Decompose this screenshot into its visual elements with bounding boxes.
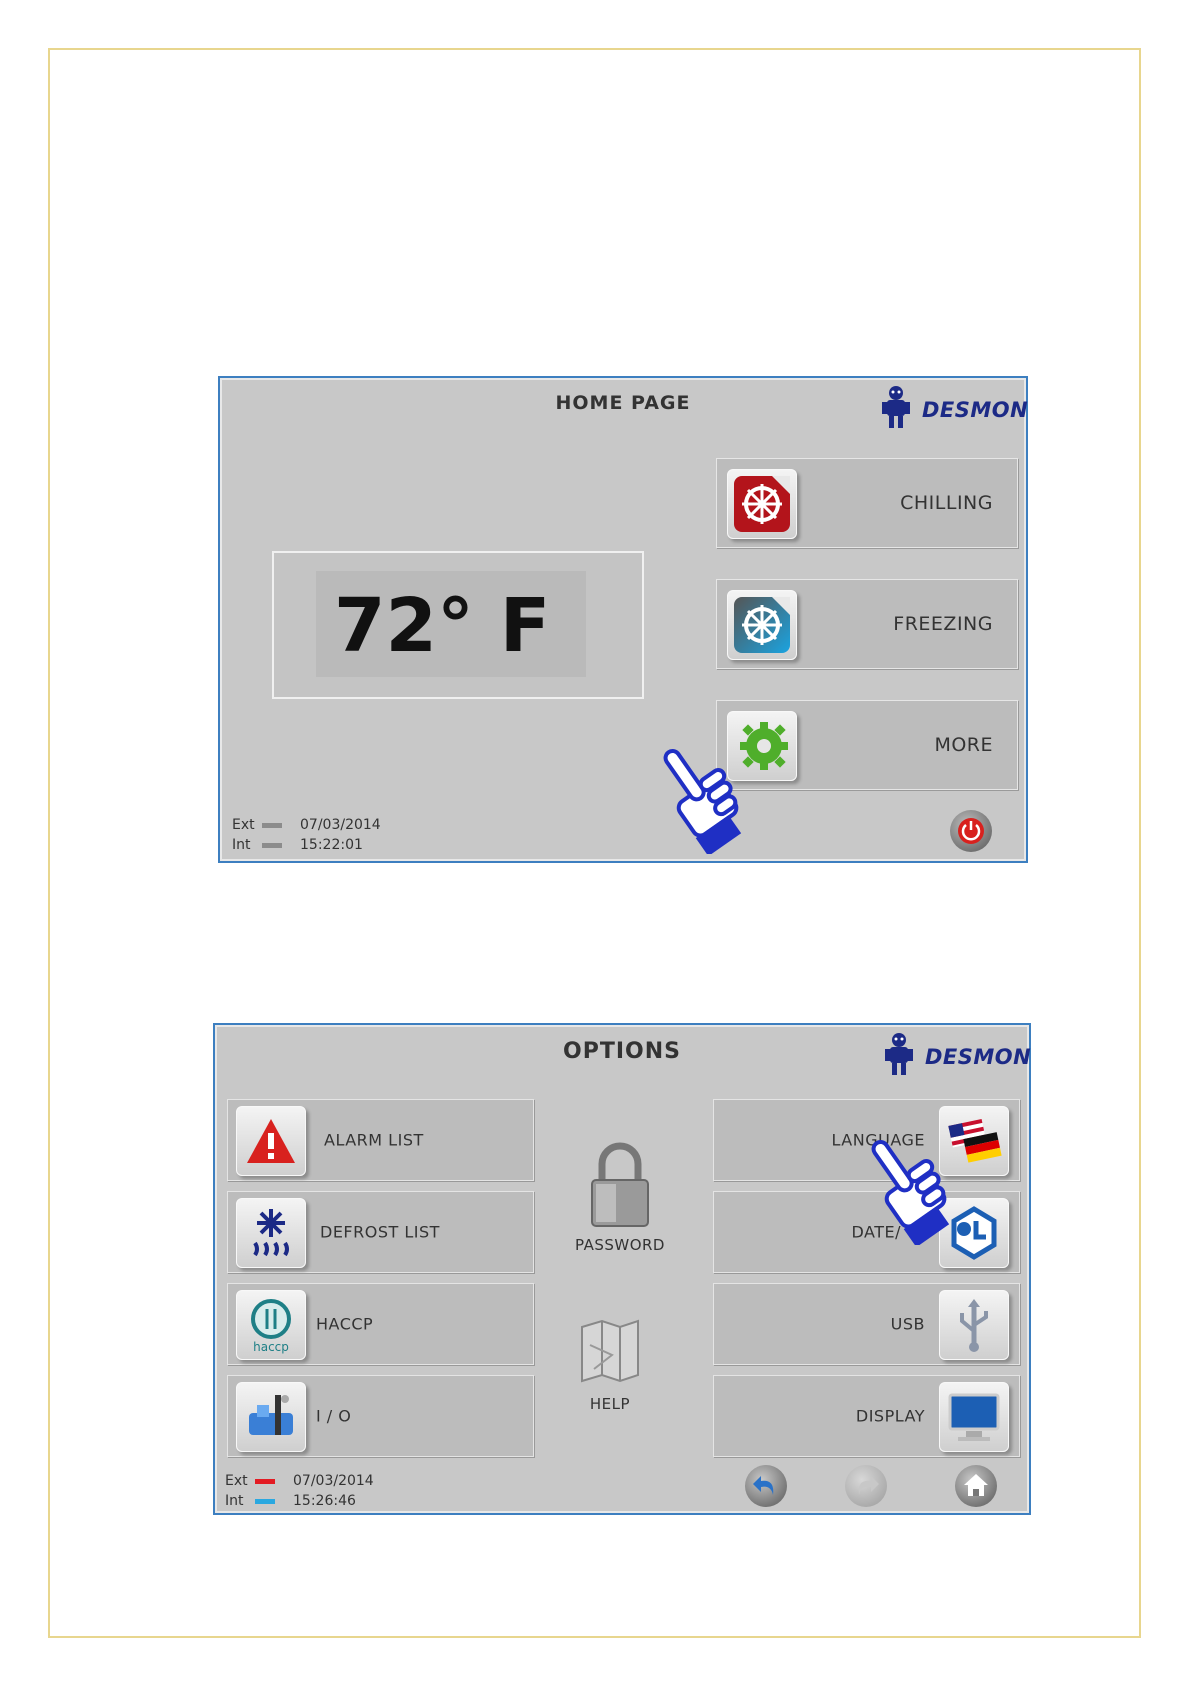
defrost-icon — [236, 1198, 306, 1268]
forward-icon — [845, 1465, 887, 1507]
status-date: 07/03/2014 — [300, 817, 381, 833]
status-readout — [225, 1471, 374, 1511]
password-label: PASSWORD — [574, 1236, 665, 1254]
forward-button[interactable] — [845, 1465, 887, 1507]
temperature-value: 72° F — [334, 583, 551, 669]
options-screen — [213, 1023, 1031, 1515]
help-label: HELP — [589, 1395, 631, 1413]
int-status-indicator — [255, 1499, 275, 1504]
pointing-hand-icon — [863, 1125, 973, 1245]
language-label: LANGUAGE — [831, 1130, 925, 1150]
display-button[interactable] — [713, 1375, 1020, 1457]
power-icon — [950, 810, 992, 852]
ext-label: Ext — [232, 817, 255, 833]
monitor-icon — [939, 1382, 1009, 1452]
home-button[interactable] — [955, 1465, 997, 1507]
pointing-hand-icon — [655, 734, 765, 854]
home-icon — [955, 1465, 997, 1507]
desmon-logo — [864, 384, 1029, 434]
logo-text: DESMON — [922, 398, 1029, 422]
chilling-label: CHILLING — [900, 492, 993, 514]
power-button[interactable] — [950, 810, 992, 852]
status-time: 15:26:46 — [293, 1493, 356, 1509]
int-status-indicator — [262, 843, 282, 848]
alarm-icon — [236, 1106, 306, 1176]
int-label: Int — [225, 1493, 244, 1509]
int-label: Int — [232, 837, 251, 853]
haccp-button[interactable] — [227, 1283, 534, 1365]
desmon-logo — [867, 1031, 1032, 1081]
ext-status-indicator — [255, 1479, 275, 1484]
haccp-icon — [236, 1290, 306, 1360]
defrost-list-button[interactable] — [227, 1191, 534, 1273]
padlock-icon — [582, 1140, 658, 1232]
usb-label: USB — [890, 1314, 925, 1334]
ext-label: Ext — [225, 1473, 248, 1489]
freezing-button[interactable] — [716, 579, 1018, 669]
home-page-screen — [218, 376, 1028, 863]
date-time-label: DATE/ — [851, 1222, 901, 1242]
temperature-display — [316, 571, 586, 677]
status-readout — [232, 815, 381, 855]
display-label: DISPLAY — [855, 1406, 925, 1426]
mascot-icon — [877, 1031, 921, 1079]
status-date: 07/03/2014 — [293, 1473, 374, 1489]
io-button[interactable] — [227, 1375, 534, 1457]
status-time: 15:22:01 — [300, 837, 363, 853]
usb-button[interactable] — [713, 1283, 1020, 1365]
io-label: I / O — [316, 1406, 352, 1426]
help-button[interactable] — [550, 1315, 670, 1413]
password-button[interactable] — [560, 1140, 680, 1254]
usb-icon — [939, 1290, 1009, 1360]
alarm-list-button[interactable] — [227, 1099, 534, 1181]
defrost-list-label: DEFROST LIST — [320, 1222, 440, 1242]
chilling-icon — [727, 469, 797, 539]
temperature-panel — [272, 551, 644, 699]
more-label: MORE — [934, 734, 993, 756]
io-icon — [236, 1382, 306, 1452]
help-icon — [572, 1315, 648, 1391]
back-button[interactable] — [745, 1465, 787, 1507]
haccp-label: HACCP — [316, 1314, 374, 1334]
page-title: OPTIONS — [563, 1039, 681, 1064]
freezing-label: FREEZING — [893, 613, 993, 635]
logo-text: DESMON — [925, 1045, 1032, 1069]
chilling-button[interactable] — [716, 458, 1018, 548]
alarm-list-label: ALARM LIST — [324, 1130, 424, 1150]
freezing-icon — [727, 590, 797, 660]
svg-text:haccp: haccp — [253, 1340, 289, 1354]
page-title: HOME PAGE — [555, 392, 691, 414]
ext-status-indicator — [262, 823, 282, 828]
back-icon — [745, 1465, 787, 1507]
mascot-icon — [874, 384, 918, 432]
